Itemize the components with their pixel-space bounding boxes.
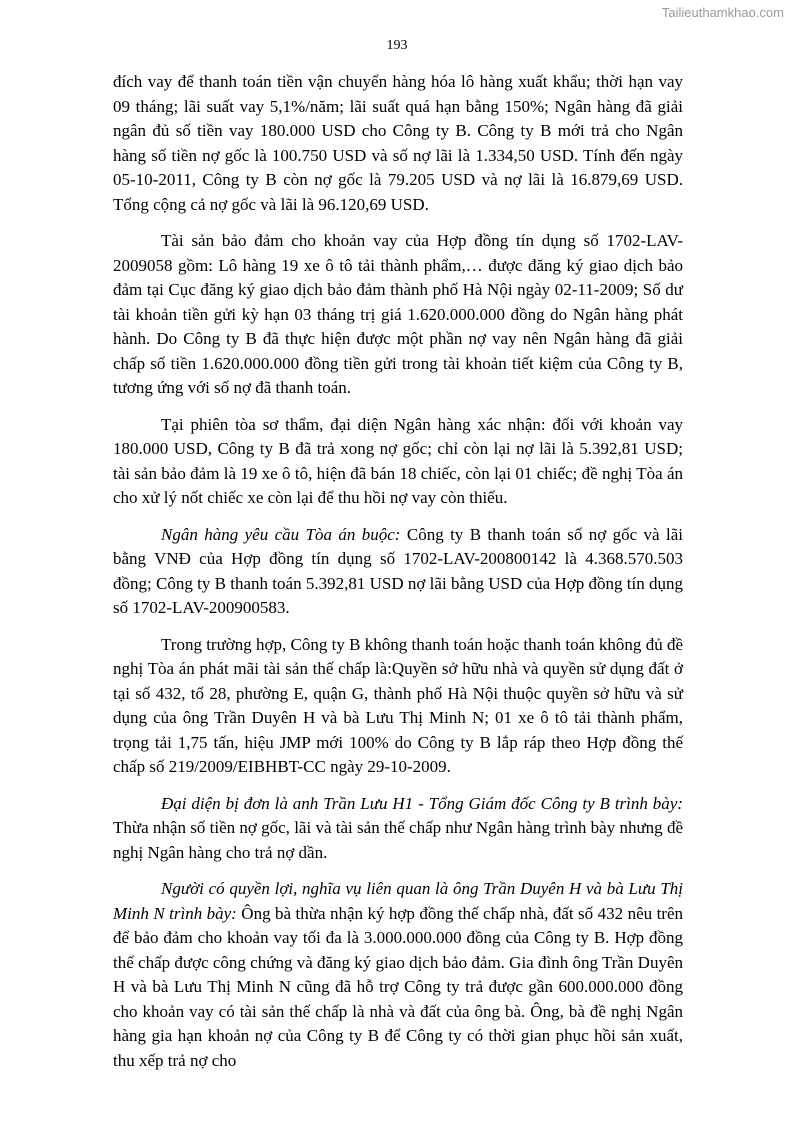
paragraph-7: [113, 877, 683, 1073]
paragraph-4: [113, 523, 683, 621]
paragraph-text: Công ty B thanh toán số nợ gốc và lãi bằng VNĐ của Hợp đồng tín dụng số 1702-LAV-200800142 là 4.368.570.503 đồng; Công ty B thanh toán 5.392,81 USD nợ lãi bằng USD của Hợp đồng tín dụng số 1702-LAV-200900583.: [113, 524, 683, 617]
paragraph-3: [113, 413, 683, 511]
paragraph-text: Thừa nhận số tiền nợ gốc, lãi và tài sản thế chấp như Ngân hàng trình bày nhưng đề nghị Ngân hàng cho trả nợ dần.: [113, 818, 683, 862]
paragraph-6: [113, 792, 683, 866]
paragraph-5: [113, 633, 683, 780]
paragraph-text: Tài sản bảo đảm cho khoản vay của Hợp đồng tín dụng số 1702-LAV-2009058 gồm: Lô hàng 19 xe ô tô tải thành phẩm,… được đăng ký giao dịch bảo đảm tại Cục đăng ký giao dịch bảo đảm thành phố Hà Nội ngày 02-11-2009; Số dư tài khoản tiền gửi kỳ hạn 03 tháng trị giá 1.620.000.000 đồng do Ngân hàng phát hành. Do Công ty B đã thực hiện được một phần nợ vay nên Ngân hàng đã giải chấp số tiền 1.620.000.000 đồng tiền gửi trong tài khoản tiết kiệm của Công ty B, tương ứng với số nợ đã thanh toán.: [113, 231, 683, 397]
document-body: [113, 70, 683, 1085]
paragraph-text: Ông bà thừa nhận ký hợp đồng thế chấp nhà, đất số 432 nêu trên để bảo đảm cho khoản vay tối đa là 3.000.000.000 đồng của Công ty B. Hợp đồng thế chấp được công chứng và đăng ký giao dịch bảo đảm. Gia đình ông Trần Duyên H và bà Lưu Thị Minh N cũng đã hỗ trợ Công ty trả được gần 600.000.000 đồng cho khoản vay có tài sản thế chấp là nhà và đất của ông bà. Ông, bà đề nghị Ngân hàng gia hạn khoản nợ của Công ty B để Công ty có thời gian phục hồi sản xuất, thu xếp trả nợ cho: [113, 903, 683, 1070]
paragraph-italic-lead: Ngân hàng yêu cầu Tòa án buộc:: [161, 524, 401, 544]
paragraph-text: Tại phiên tòa sơ thẩm, đại diện Ngân hàng xác nhận: đối với khoản vay 180.000 USD, Công ty B đã trả xong nợ gốc; chỉ còn lại nợ lãi là 5.392,81 USD; tài sản bảo đảm là 19 xe ô tô, hiện đã bán 18 chiếc, còn lại 01 chiếc; đề nghị Tòa án cho xử lý nốt chiếc xe còn lại để thu hồi nợ vay còn thiếu.: [113, 414, 683, 507]
paragraph-italic-lead: Người có quyền lợi, nghĩa vụ liên quan là ông Trần Duyên H và bà Lưu Thị Minh N trình bày:: [113, 879, 683, 923]
paragraph-1: [113, 70, 683, 217]
paragraph-text: Trong trường hợp, Công ty B không thanh toán hoặc thanh toán không đủ đề nghị Tòa án phát mãi tài sản thế chấp là:Quyền sở hữu nhà và quyền sử dụng đất ở tại số 432, tổ 28, phường E, quận G, thành phố Hà Nội thuộc quyền sở hữu và sử dụng của ông Trần Duyên H và bà Lưu Thị Minh N; 01 xe ô tô tải thành phẩm, trọng tải 1,75 tấn, hiệu JMP mới 100% do Công ty B lắp ráp theo Hợp đồng thế chấp số 219/2009/EIBHBT-CC ngày 29-10-2009.: [113, 634, 683, 776]
paragraph-2: [113, 229, 683, 401]
paragraph-text: đích vay để thanh toán tiền vận chuyển hàng hóa lô hàng xuất khẩu; thời hạn vay 09 tháng; lãi suất vay 5,1%/năm; lãi suất quá hạn bằng 150%; Ngân hàng đã giải ngân đủ số tiền vay 180.000 USD cho Công ty B. Công ty B mới trả cho Ngân hàng số tiền nợ gốc là 100.750 USD và số nợ lãi là 1.334,50 USD. Tính đến ngày 05-10-2011, Công ty B còn nợ gốc là 79.205 USD và nợ lãi là 16.879,69 USD. Tổng cộng cả nợ gốc và lãi là 96.120,69 USD.: [113, 72, 683, 214]
watermark: Tailieuthamkhao.com: [661, 5, 784, 20]
page-number: 193: [386, 38, 408, 53]
paragraph-italic-lead: Đại diện bị đơn là anh Trần Lưu H1 - Tổng Giám đốc Công ty B trình bày:: [161, 793, 683, 813]
